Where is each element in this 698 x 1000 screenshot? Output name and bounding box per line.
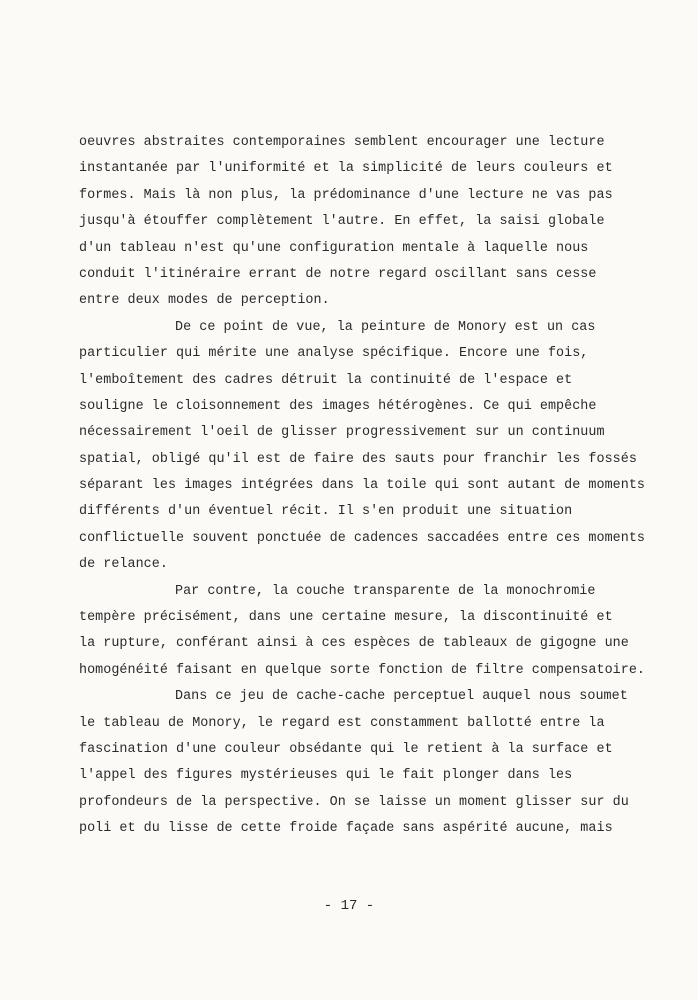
text-line: spatial, obligé qu'il est de faire des sauts pour franchir les fossés <box>79 451 637 467</box>
body-text <box>79 130 645 843</box>
text-line: tempère précisément, dans une certaine mesure, la discontinuité et <box>79 610 613 626</box>
page-number: - 17 - <box>323 898 375 914</box>
text-line: souligne le cloisonnement des images hétérogènes. Ce qui empêche <box>79 398 597 414</box>
text-line: profondeurs de la perspective. On se laisse un moment glisser sur du <box>79 794 629 810</box>
text-line: séparant les images intégrées dans la toile qui sont autant de moments <box>79 478 645 494</box>
paragraph-first-line: Par contre, la couche transparente de la monochromie <box>175 583 596 599</box>
text-line: conduit l'itinéraire errant de notre regard oscillant sans cesse <box>79 266 597 282</box>
text-line: poli et du lisse de cette froide façade sans aspérité aucune, mais <box>79 821 613 837</box>
text-line: oeuvres abstraites contemporaines semblent encourager une lecture <box>79 135 605 150</box>
text-line: formes. Mais là non plus, la prédominance d'une lecture ne vas pas <box>79 187 613 203</box>
text-line: différents d'un éventuel récit. Il s'en produit une situation <box>79 504 573 520</box>
paragraph-first-line: De ce point de vue, la peinture de Monory est un cas <box>175 319 596 335</box>
text-line: particulier qui mérite une analyse spécifique. Encore une fois, <box>79 346 589 362</box>
paragraph-first-line: Dans ce jeu de cache-cache perceptuel auquel nous soumet <box>175 689 628 705</box>
text-line: le tableau de Monory, le regard est constamment ballotté entre la <box>79 715 605 731</box>
text-line: l'emboîtement des cadres détruit la continuité de l'espace et <box>79 372 573 388</box>
text-line: conflictuelle souvent ponctuée de cadences saccadées entre ces moments <box>79 530 645 546</box>
text-line: nécessairement l'oeil de glisser progressivement sur un continuum <box>79 425 605 441</box>
text-line: d'un tableau n'est qu'une configuration mentale à laquelle nous <box>79 240 589 256</box>
text-line: jusqu'à étouffer complètement l'autre. En effet, la saisi globale <box>79 214 605 230</box>
text-line: entre deux modes de perception. <box>79 293 330 309</box>
text-line: l'appel des figures mystérieuses qui le fait plonger dans les <box>79 768 573 784</box>
text-line: fascination d'une couleur obsédante qui le retient à la surface et <box>79 741 613 757</box>
text-line: la rupture, conférant ainsi à ces espèces de tableaux de gigogne une <box>79 636 629 652</box>
text-line: homogénéité faisant en quelque sorte fonction de filtre compensatoire. <box>79 662 645 678</box>
text-line: de relance. <box>79 557 168 573</box>
text-line: instantanée par l'uniformité et la simplicité de leurs couleurs et <box>79 161 613 177</box>
